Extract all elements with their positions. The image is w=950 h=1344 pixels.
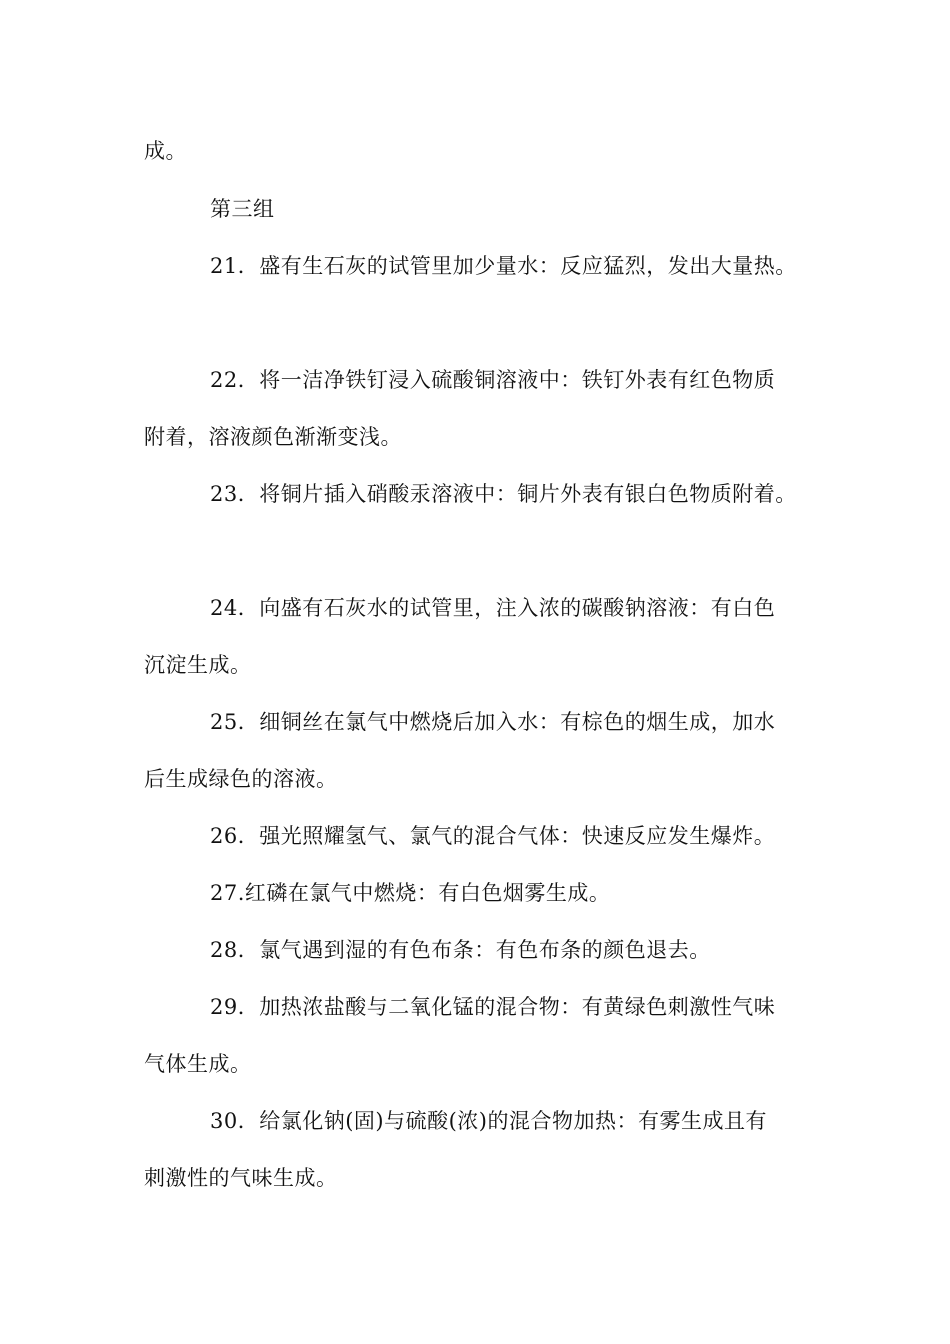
text-line: 29．加热浓盐酸与二氧化锰的混合物：有黄绿色刺激性气味 <box>210 995 776 1019</box>
text-line: 成。 <box>144 139 187 163</box>
text-line: 后生成绿色的溶液。 <box>144 767 338 791</box>
text-line: 25．细铜丝在氯气中燃烧后加入水：有棕色的烟生成，加水 <box>210 710 776 734</box>
text-line: 21．盛有生石灰的试管里加少量水：反应猛烈，发出大量热。 <box>210 254 797 278</box>
text-line: 沉淀生成。 <box>144 653 252 677</box>
text-line: 28．氯气遇到湿的有色布条：有色布条的颜色退去。 <box>210 938 711 962</box>
text-line: 23．将铜片插入硝酸汞溶液中：铜片外表有银白色物质附着。 <box>210 482 797 506</box>
section-heading: 第三组 <box>210 197 275 221</box>
text-line: 22．将一洁净铁钉浸入硫酸铜溶液中：铁钉外表有红色物质 <box>210 368 776 392</box>
text-line: 附着，溶液颜色渐渐变浅。 <box>144 425 402 449</box>
text-line: 26．强光照耀氢气、氯气的混合气体：快速反应发生爆炸。 <box>210 824 776 848</box>
text-line: 27.红磷在氯气中燃烧：有白色烟雾生成。 <box>210 881 611 905</box>
text-line: 气体生成。 <box>144 1052 252 1076</box>
text-line: 刺激性的气味生成。 <box>144 1166 338 1190</box>
text-line: 30．给氯化钠(固)与硫酸(浓)的混合物加热：有雾生成且有 <box>210 1109 767 1133</box>
text-line: 24．向盛有石灰水的试管里，注入浓的碳酸钠溶液：有白色 <box>210 596 776 620</box>
